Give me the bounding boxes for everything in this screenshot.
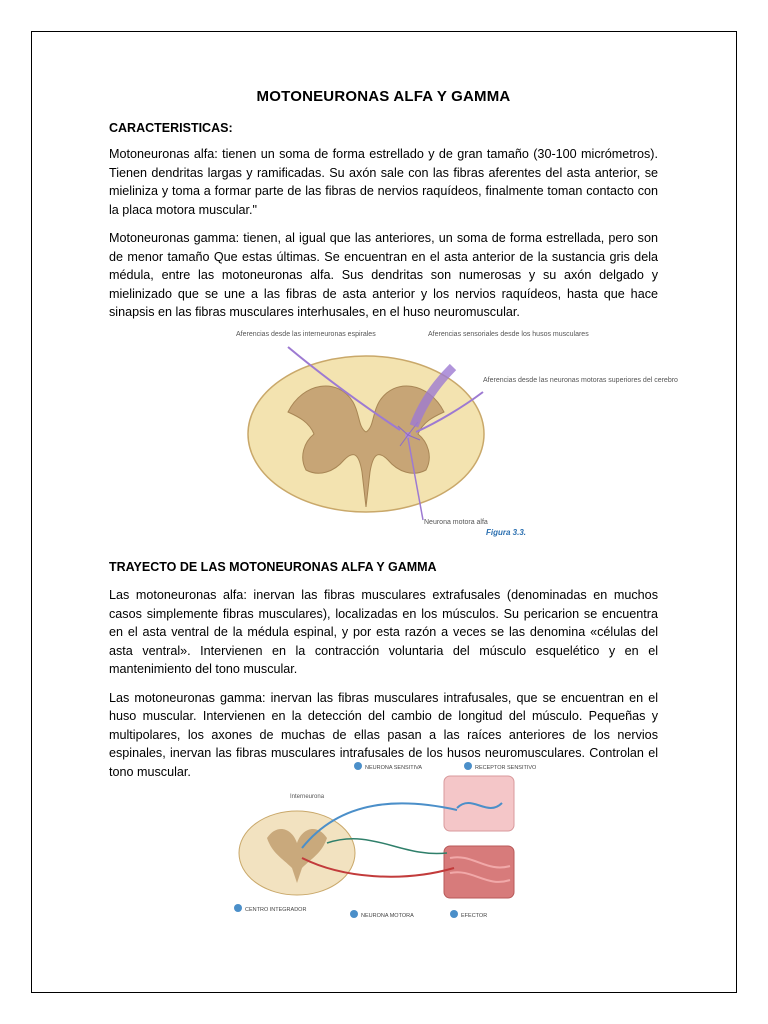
paragraph-trayecto-gamma: Las motoneuronas gamma: inervan las fibras musculares intrafusales, que se encuentran en el huso muscular. Intervienen en la detección del cambio de longitud del músculo. Pequeñas y multipolares, los axones de muchas de ellas pasan a las raíces anteriores de los nervios espinales, inervan las fibras musculares intrafusales de los husos neuromusculares. Controlan el tono muscular. bbox=[109, 690, 658, 779]
document-title: MOTONEURONAS ALFA Y GAMMA bbox=[256, 88, 511, 105]
fig2-label-efector: EFECTOR bbox=[461, 913, 488, 919]
fig1-label-right: Aferencias desde las neuronas motoras superiores del cerebro bbox=[483, 377, 678, 384]
fig2-label-interneurona: Interneurona bbox=[290, 794, 325, 800]
fig1-caption: Figura 3.3. bbox=[486, 528, 527, 537]
section-heading-trayecto: TRAYECTO DE LAS MOTONEURONAS ALFA Y GAMMA bbox=[109, 560, 437, 574]
reflex-arc-figure bbox=[232, 758, 544, 938]
paragraph-gamma: Motoneuronas gamma: tienen, al igual que las anteriores, un soma de forma estrellada, pero son de menor tamaño Que estas últimas. Se encuentran en el asta anterior de la sustancia gris dela médula, entre las motoneuronas alfa. Sus dendritas son numerosas y su axón delgado y mielinizado que se une a las fibras de asta anterior y los nervios raquídeos, hasta que hace sinapsis en las fibras musculares interhusales, en el huso neuromuscular. bbox=[109, 231, 658, 319]
document-top bbox=[109, 88, 658, 332]
fig2-label-receptor: RECEPTOR SENSITIVO bbox=[475, 765, 537, 771]
fig2-label-neurona-sensitiva: NEURONA SENSITIVA bbox=[365, 765, 423, 771]
fig2-label-centro-integrador: CENTRO INTEGRADOR bbox=[245, 907, 307, 913]
fig1-label-top-left: Aferencias desde las interneuronas espirales bbox=[236, 331, 376, 338]
fig1-label-bottom: Neurona motora alfa bbox=[424, 519, 488, 526]
paragraph-trayecto-alfa: Las motoneuronas alfa: inervan las fibras musculares extrafusales (denominadas en muchos casos simplemente fibras musculares), localizadas en los músculos. Su pericarion se encuentra en el asta ventral de la médula espinal, y por esta razón a veces se las denomina «células del asta ventral». Intervienen en la contracción voluntaria del músculo esquelético y en el mantenimiento del tono muscular. bbox=[109, 588, 658, 676]
spinal-cord-figure bbox=[228, 322, 678, 548]
fig1-label-top-right: Aferencias sensoriales desde los husos musculares bbox=[428, 331, 589, 338]
fig2-label-neurona-motora: NEURONA MOTORA bbox=[361, 913, 414, 919]
section-heading-caracteristicas: CARACTERISTICAS: bbox=[109, 121, 233, 135]
paragraph-alfa: Motoneuronas alfa: tienen un soma de forma estrellado y de gran tamaño (30-100 micrómetros). Tienen dendritas largas y ramificadas. Su axón sale con las fibras aferentes del asta anterior, se mieliniza y toma a formar parte de las fibras de nervios raquídeos, finalmente toman contacto con la placa motora muscular." bbox=[109, 147, 658, 217]
